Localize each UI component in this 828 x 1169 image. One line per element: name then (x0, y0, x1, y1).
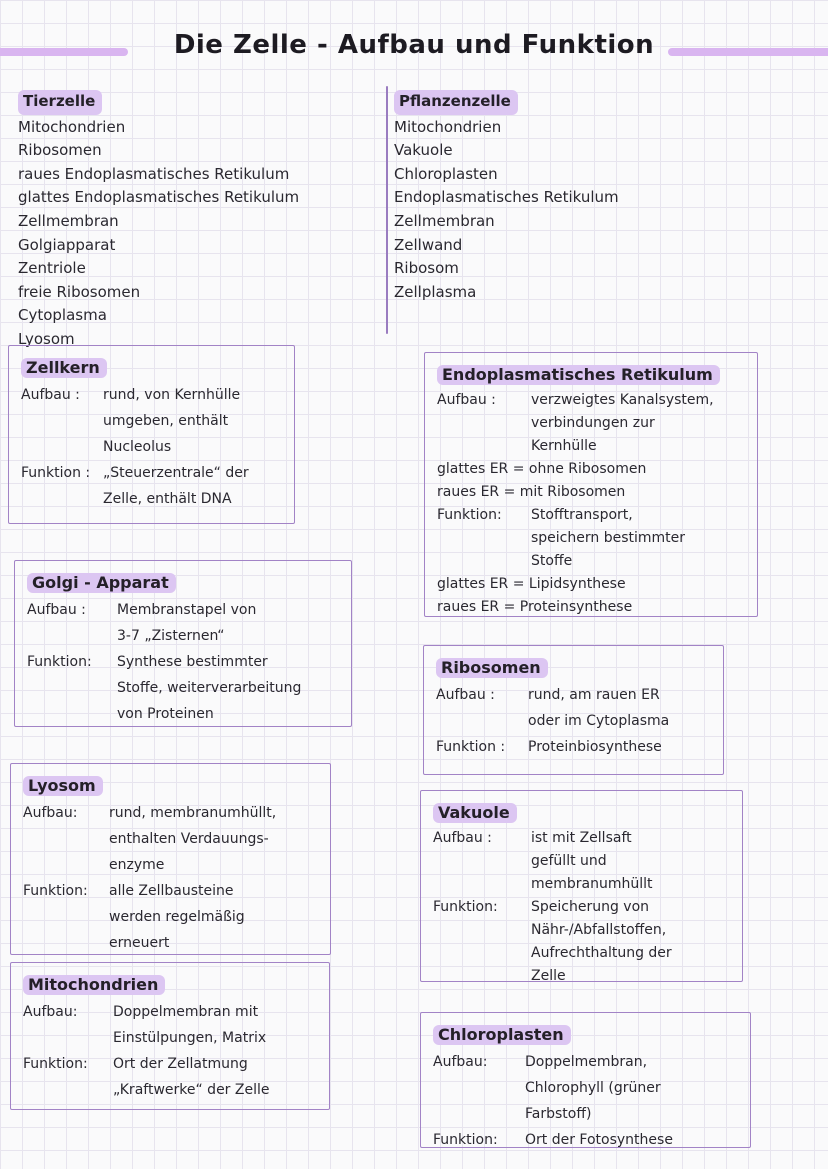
line-text: membranumhüllt (531, 876, 653, 892)
line-label: Funktion : (436, 739, 506, 755)
line-label: Funktion: (433, 899, 498, 915)
line-text: verbindungen zur (531, 415, 655, 431)
list-item: Ribosom (394, 259, 459, 278)
card-golgi-apparat (14, 560, 352, 727)
card-line (437, 527, 745, 550)
list-item: glattes Endoplasmatisches Retikulum (18, 188, 300, 207)
line-text: „Kraftwerke“ der Zelle (113, 1082, 270, 1098)
card-title-label: Endoplasmatisches Retikulum (437, 365, 720, 385)
page-header (0, 30, 828, 74)
card-line (436, 708, 711, 734)
card-line (433, 850, 730, 873)
pflanzenzelle-heading (394, 90, 619, 115)
card-line (27, 649, 339, 675)
line-label: Funktion: (23, 883, 88, 899)
line-text: Zelle, enthält DNA (103, 491, 232, 507)
line-text: verzweigtes Kanalsystem, (531, 392, 714, 408)
line-text: Stofftransport, (531, 507, 633, 523)
line-text: Membranstapel von (117, 602, 257, 618)
card-lyosom (10, 763, 331, 955)
line-text: Einstülpungen, Matrix (113, 1030, 267, 1046)
card-mitochondrien (10, 962, 330, 1110)
card-line (23, 800, 318, 826)
card-line (433, 965, 730, 988)
line-label: Funktion: (27, 654, 92, 670)
card-title (23, 776, 318, 796)
card-title-label: Golgi - Apparat (27, 573, 176, 593)
line-text: enthalten Verdauungs- (109, 831, 269, 847)
card-title-label: Lyosom (23, 776, 103, 796)
card-line (23, 852, 318, 878)
card-line (437, 412, 745, 435)
card-line (21, 382, 282, 408)
line-text: rund, am rauen ER (528, 687, 660, 703)
line-text: erneuert (109, 935, 170, 951)
card-endoplasmatisches-retikulum (424, 352, 758, 617)
card-line (437, 481, 745, 504)
line-text: Ort der Zellatmung (113, 1056, 248, 1072)
line-text: oder im Cytoplasma (528, 713, 670, 729)
list-item: Zellplasma (394, 282, 477, 301)
card-line (437, 435, 745, 458)
card-line (23, 826, 318, 852)
card-title-label: Chloroplasten (433, 1025, 571, 1045)
list-item: Mitochondrien (18, 117, 126, 136)
card-line (23, 878, 318, 904)
list-item: Zellmembran (394, 211, 495, 230)
line-text: Stoffe, weiterverarbeitung (117, 680, 302, 696)
line-label: Aufbau : (437, 392, 496, 408)
list-item: Chloroplasten (394, 164, 498, 183)
line-label: Aufbau: (23, 1004, 78, 1020)
list-item: Zellwand (394, 235, 463, 254)
card-chloroplasten (420, 1012, 751, 1148)
card-line (23, 1051, 317, 1077)
page-title: Die Zelle - Aufbau und Funktion (173, 30, 655, 60)
card-line (437, 550, 745, 573)
card-line (437, 389, 745, 412)
line-text: werden regelmäßig (109, 909, 245, 925)
card-zellkern (8, 345, 295, 524)
line-text: ist mit Zellsaft (531, 830, 632, 846)
tierzelle-heading-label: Tierzelle (18, 90, 102, 115)
card-line (433, 873, 730, 896)
line-text: rund, membranumhüllt, (109, 805, 277, 821)
card-line (27, 701, 339, 727)
card-title (436, 658, 711, 678)
line-text: glattes ER = Lipidsynthese (437, 576, 626, 592)
line-text: raues ER = Proteinsynthese (437, 599, 633, 615)
card-line (433, 1101, 738, 1127)
line-text: Synthese bestimmter (117, 654, 268, 670)
card-line (437, 573, 745, 596)
line-text: Nähr-/Abfallstoffen, (531, 922, 667, 938)
line-text: umgeben, enthält (103, 413, 229, 429)
line-text: gefüllt und (531, 853, 607, 869)
card-title (23, 975, 317, 995)
card-line (23, 904, 318, 930)
card-line (21, 408, 282, 434)
list-item: Golgiapparat (18, 235, 116, 254)
list-item: Cytoplasma (18, 306, 107, 325)
line-text: alle Zellbausteine (109, 883, 234, 899)
card-title-label: Vakuole (433, 803, 517, 823)
line-text: 3-7 „Zisternen“ (117, 628, 225, 644)
line-text: Proteinbiosynthese (528, 739, 662, 755)
column-divider (386, 86, 388, 334)
card-line (433, 896, 730, 919)
title-rule-right (668, 48, 828, 56)
card-line (21, 434, 282, 460)
card-line (433, 1049, 738, 1075)
card-title-label: Zellkern (21, 358, 107, 378)
list-item: Mitochondrien (394, 117, 502, 136)
list-item: Endoplasmatisches Retikulum (394, 188, 619, 207)
card-line (23, 1025, 317, 1051)
card-title (433, 1025, 738, 1045)
card-line (21, 486, 282, 512)
card-title (21, 358, 282, 378)
card-line (433, 827, 730, 850)
card-title-label: Ribosomen (436, 658, 548, 678)
line-text: Speicherung von (531, 899, 650, 915)
line-text: Ort der Fotosynthese (525, 1132, 673, 1148)
line-label: Aufbau: (23, 805, 78, 821)
line-label: Funktion: (23, 1056, 88, 1072)
card-line (27, 675, 339, 701)
line-text: Chlorophyll (grüner (525, 1080, 661, 1096)
card-line (433, 1075, 738, 1101)
line-text: Doppelmembran mit (113, 1004, 259, 1020)
line-label: Aufbau : (27, 602, 86, 618)
card-line (436, 682, 711, 708)
line-text: Doppelmembran, (525, 1054, 648, 1070)
card-title (433, 803, 730, 823)
line-text: enzyme (109, 857, 165, 873)
card-line (27, 597, 339, 623)
list-item: freie Ribosomen (18, 282, 141, 301)
line-label: Aufbau : (21, 387, 80, 403)
list-item: Ribosomen (18, 141, 102, 160)
card-line (23, 999, 317, 1025)
list-item: Zentriole (18, 259, 86, 278)
line-text: „Steuerzentrale“ der (103, 465, 249, 481)
line-text: Kernhülle (531, 438, 597, 454)
card-line (433, 1127, 738, 1153)
card-line (27, 623, 339, 649)
card-line (437, 596, 745, 619)
card-line (436, 734, 711, 760)
list-item: raues Endoplasmatisches Retikulum (18, 164, 290, 183)
card-line (23, 1077, 317, 1103)
line-label: Funktion: (437, 507, 502, 523)
line-text: glattes ER = ohne Ribosomen (437, 461, 647, 477)
list-item: Vakuole (394, 141, 453, 160)
line-text: von Proteinen (117, 706, 214, 722)
line-text: rund, von Kernhülle (103, 387, 241, 403)
pflanzenzelle-heading-label: Pflanzenzelle (394, 90, 518, 115)
line-label: Funktion : (21, 465, 91, 481)
card-ribosomen (423, 645, 724, 775)
card-line (21, 460, 282, 486)
card-title-label: Mitochondrien (23, 975, 165, 995)
line-text: raues ER = mit Ribosomen (437, 484, 626, 500)
card-vakuole (420, 790, 743, 982)
line-text: Aufrechthaltung der (531, 945, 672, 961)
tierzelle-heading (18, 90, 299, 115)
card-line (433, 919, 730, 942)
line-label: Aufbau : (433, 830, 492, 846)
tierzelle-list (18, 90, 299, 352)
line-text: Farbstoff) (525, 1106, 592, 1122)
line-label: Funktion: (433, 1132, 498, 1148)
card-line (23, 930, 318, 956)
pflanzenzelle-list (394, 90, 619, 304)
line-text: Stoffe (531, 553, 573, 569)
line-text: Nucleolus (103, 439, 172, 455)
list-item: Lyosom (18, 329, 75, 348)
list-item: Zellmembran (18, 211, 119, 230)
card-line (437, 458, 745, 481)
card-line (437, 504, 745, 527)
card-line (433, 942, 730, 965)
line-label: Aufbau: (433, 1054, 488, 1070)
line-text: speichern bestimmter (531, 530, 686, 546)
card-title (437, 365, 745, 385)
card-title (27, 573, 339, 593)
line-label: Aufbau : (436, 687, 495, 703)
line-text: Zelle (531, 968, 566, 984)
